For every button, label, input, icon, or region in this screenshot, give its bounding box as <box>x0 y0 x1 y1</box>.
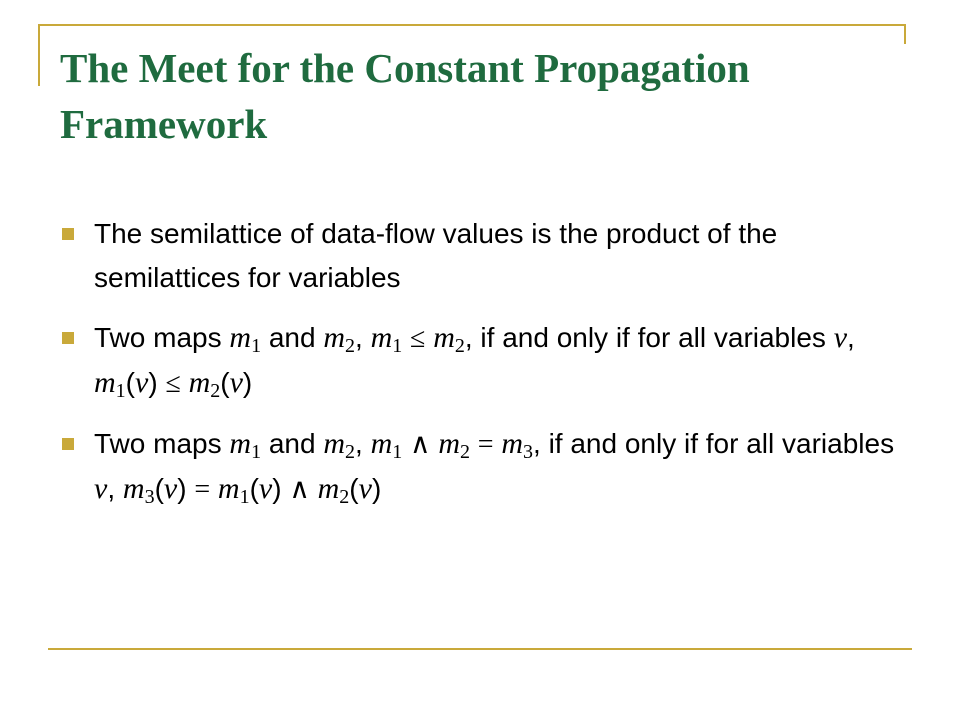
bullet-3-condition: , if and only if for all variables <box>533 428 895 459</box>
bullet-item-1 <box>62 212 902 300</box>
map-m3: $m_3$ <box>501 427 534 463</box>
map-m1: $m_1$ <box>229 427 262 463</box>
square-bullet-icon <box>62 438 74 450</box>
equals-symbol: = <box>477 429 494 460</box>
bullet-2-condition: , if and only if for all variables <box>464 322 834 353</box>
variable-v: v <box>833 321 848 354</box>
map-m1: $m_1$ <box>94 366 126 402</box>
bullet-3-lead: Two maps <box>94 428 230 459</box>
bullet-1-text: The semilattice of data-flow values is the product of the semilattices for variables <box>94 218 778 293</box>
map-m2: $m_2$ <box>433 321 465 357</box>
map-m1: $m_1$ <box>370 321 403 357</box>
bullet-item-3: Two maps $m_1$ and $m_2$, $m_1$ ∧ $m_2 = m_3$, if and only if for all variables v, $m_3(v) = m_1(v)$ ∧ $m_2(v)$ <box>62 422 902 512</box>
map-m1: $m_1$ <box>229 321 262 357</box>
square-bullet-icon <box>62 332 74 344</box>
map-m1: $m_1$ <box>370 427 403 463</box>
leq-symbol: ≤ <box>410 323 426 354</box>
map-m2: $m_2$ <box>188 366 221 402</box>
bottom-rule <box>48 648 912 650</box>
top-rule <box>38 24 906 26</box>
leq-symbol: ≤ <box>165 368 181 399</box>
map-m1: $m_1$ <box>217 472 250 508</box>
bullet-2-lead: Two maps <box>94 322 230 353</box>
map-m2: $m_2$ <box>323 427 356 463</box>
bullet-item-2: Two maps $m_1$ and $m_2$, $m_1 \le m_2$, if and only if for all variables v, $m_1(v) \le m_2(v)$ <box>62 316 902 406</box>
map-m2: $m_2$ <box>438 427 470 463</box>
equals-symbol: = <box>194 474 211 505</box>
slide-title: The Meet for the Constant Propagation Framework <box>60 45 750 147</box>
variable-v: v <box>94 472 108 505</box>
bullet-list <box>62 212 902 528</box>
square-bullet-icon <box>62 228 74 240</box>
map-m3: $m_3$ <box>122 472 155 508</box>
left-accent-rule <box>38 24 40 86</box>
map-m2: $m_2$ <box>317 472 350 508</box>
map-m2: $m_2$ <box>323 321 356 357</box>
meet-symbol: ∧ <box>410 429 431 460</box>
meet-symbol: ∧ <box>289 474 310 505</box>
